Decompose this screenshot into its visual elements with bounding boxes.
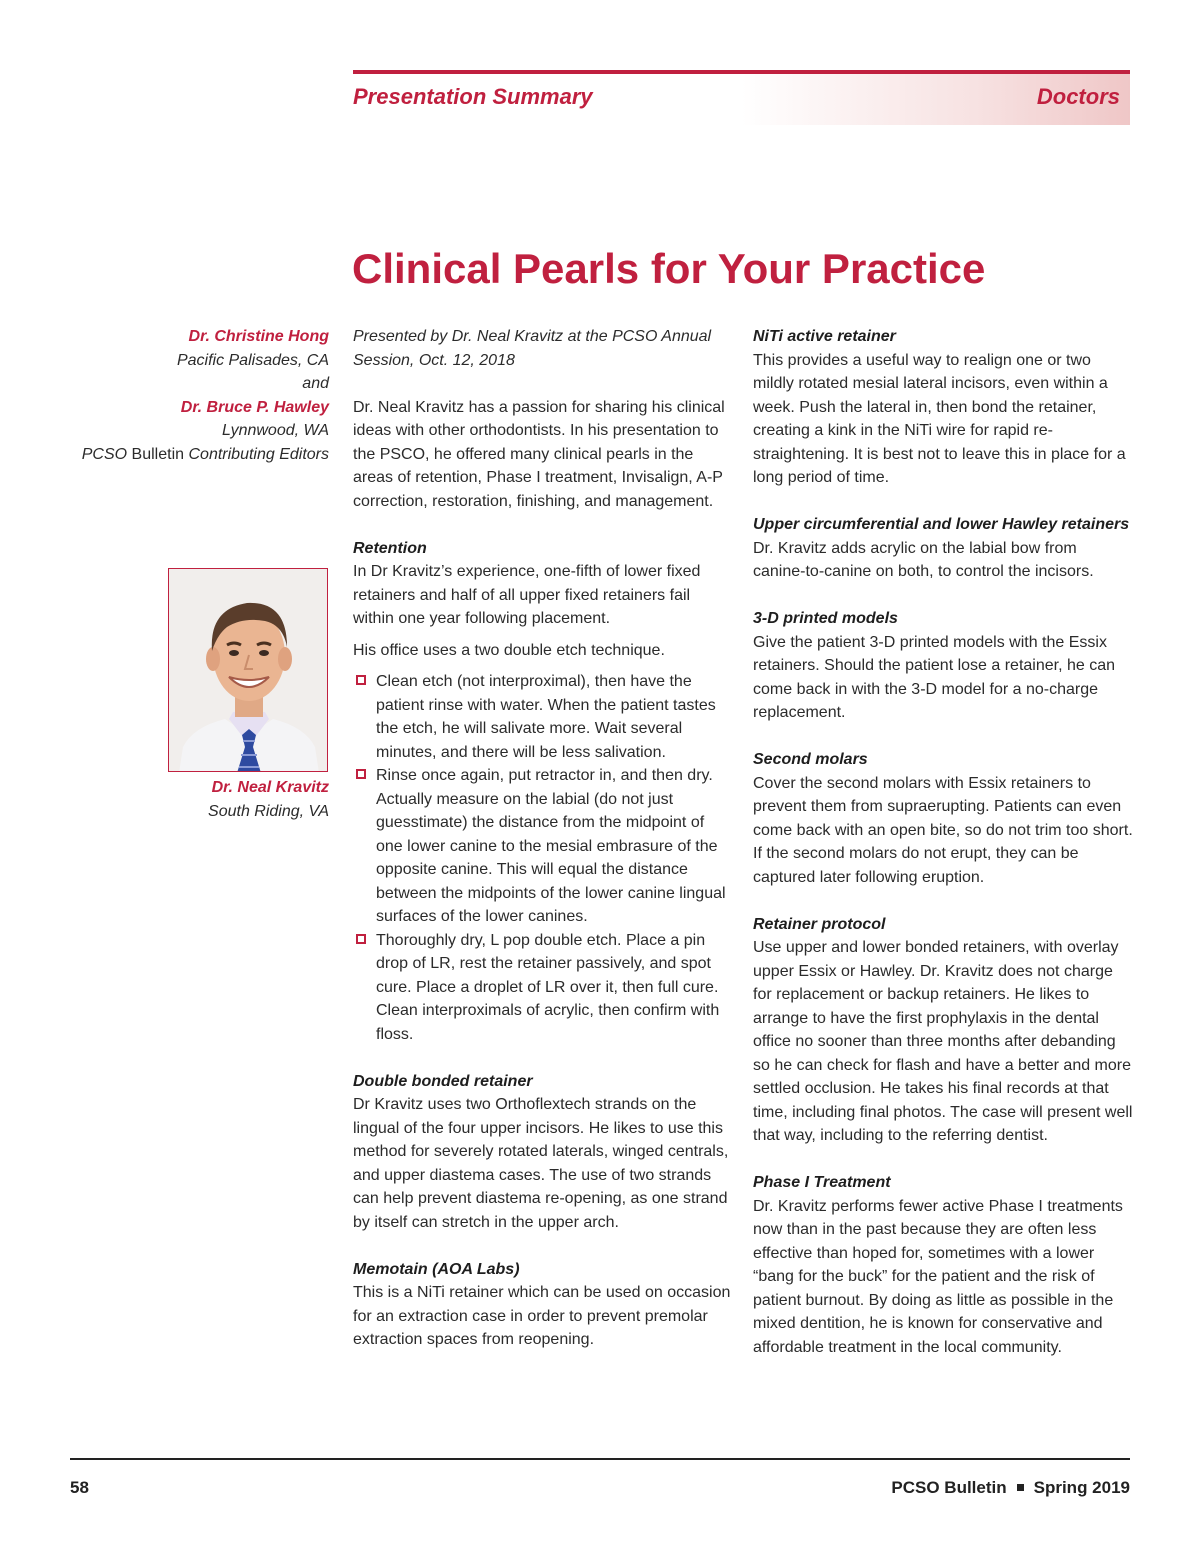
presented-by: Presented by Dr. Neal Kravitz at the PCSO Annual Session, Oct. 12, 2018 <box>353 328 712 369</box>
publication-name: PCSO Bulletin <box>891 1478 1007 1497</box>
presenter-name: Dr. Neal Kravitz <box>211 779 329 796</box>
memotain-paragraph: This is a NiTi retainer which can be used on occasion for an extraction case in order to prevent premolar extraction spaces from reopening. <box>353 1284 731 1348</box>
retention-heading: Retention <box>353 539 427 557</box>
photo-caption <box>40 776 329 823</box>
retention-paragraph: In Dr Kravitz’s experience, one-fifth of lower fixed retainers and half of all upper fixed retainers fail within one year following placement. <box>353 563 701 627</box>
category-label: Doctors <box>1036 84 1120 109</box>
second-molars-paragraph: Cover the second molars with Essix retainers to prevent them from supraerupting. Patients can even come back with an open bite, so do not trim too short. If the second molars do not erupt, they can be captured later following eruption. <box>753 774 1133 886</box>
author-joiner: and <box>302 375 329 392</box>
technique-list <box>353 670 731 1046</box>
printed-models-heading: 3-D printed models <box>753 610 898 627</box>
double-bonded-heading: Double bonded retainer <box>353 1072 533 1090</box>
contributing-editors: PCSO Bulletin Contributing Editors <box>81 445 329 463</box>
double-bonded-paragraph: Dr Kravitz uses two Orthoflextech strands on the lingual of the four upper incisors. He likes to use this method for severely rotated laterals, winged centrals, and upper diastema cases. The use of two strands can help prevent diastema re-opening, as one strand by itself can stretch in the upper arch. <box>353 1096 729 1231</box>
author-location: Pacific Palisades, CA <box>176 351 329 369</box>
issue-date: Spring 2019 <box>1033 1478 1130 1497</box>
niti-paragraph: This provides a useful way to realign one or two mildly rotated mesial lateral incisors, even within a week. Push the lateral in, then bond the retainer, creating a kink in the NiTi wire for rapid re-straightening. It is best not to leave this in place for a long period of time. <box>753 351 1126 486</box>
footer-publication <box>891 1478 1130 1498</box>
article-column-2 <box>753 325 1133 1359</box>
author-block <box>40 325 329 466</box>
presenter-portrait-image <box>169 569 328 772</box>
section-label: Presentation Summary <box>353 84 593 109</box>
checkbox-bullet-icon <box>356 769 366 779</box>
retention-paragraph: His office uses a two double etch technique. <box>353 641 665 659</box>
upper-circumferential-heading: Upper circumferential and lower Hawley retainers <box>753 516 1130 533</box>
list-item: Thoroughly dry, L pop double etch. Place a pin drop of LR, rest the retainer passively, and spot cure. Place a droplet of LR over it, then full cure. Clean interproximals of acrylic, then confirm with floss. <box>353 929 731 1047</box>
checkbox-bullet-icon <box>356 675 366 685</box>
author-location: Lynnwood, WA <box>221 422 329 439</box>
phase-one-paragraph: Dr. Kravitz performs fewer active Phase I treatments now than in the past because they are often less effective than hoped for, sometimes with a lower “bang for the buck” for the patient and the risk of patient burnout. By doing as little as possible in the mixed dentition, he is known for conservative and affordable treatment in the local community. <box>753 1197 1123 1356</box>
section-header <box>353 70 1130 125</box>
upper-circumferential-paragraph: Dr. Kravitz adds acrylic on the labial bow from canine-to-canine on both, to control the incisors. <box>753 539 1094 580</box>
author-name: Dr. Bruce P. Hawley <box>180 398 329 416</box>
second-molars-heading: Second molars <box>753 751 868 768</box>
retainer-protocol-paragraph: Use upper and lower bonded retainers, with overlay upper Essix or Hawley. Dr. Kravitz does not charge for replacement or backup retainers. He likes to arrange to have the first prophylaxis in the dental office no sooner than three months after debanding so he can check for flash and have a better and more settled occlusion. He takes his final records at that time, including final photos. The case will present well that way, including to the referring dentist. <box>753 939 1133 1144</box>
niti-heading: NiTi active retainer <box>753 328 896 345</box>
page-number: 58 <box>70 1478 89 1497</box>
printed-models-paragraph: Give the patient 3-D printed models with the Essix retainers. Should the patient lose a retainer, he can come back in with the 3-D model for a no-charge replacement. <box>753 633 1116 721</box>
list-item: Clean etch (not interproximal), then have the patient rinse with water. When the patient tastes the etch, he will salivate more. Wait several minutes, and there will be less salivation. <box>353 670 731 764</box>
footer-divider <box>70 1458 1130 1460</box>
presenter-location: South Riding, VA <box>208 802 329 820</box>
article-title: Clinical Pearls for Your Practice <box>352 245 986 292</box>
memotain-heading: Memotain (AOA Labs) <box>353 1260 520 1278</box>
phase-one-heading: Phase I Treatment <box>753 1174 891 1191</box>
list-item: Rinse once again, put retractor in, and then dry. Actually measure on the labial (do not just guesstimate) the distance from the midpoint of one lower canine to the mesial embrasure of the opposite canine. This will equal the distance between the midpoints of the lower canine lingual surfaces of the lower canines. <box>353 764 731 929</box>
author-name: Dr. Christine Hong <box>188 328 329 345</box>
checkbox-bullet-icon <box>356 934 366 944</box>
square-separator-icon <box>1017 1484 1024 1491</box>
retainer-protocol-heading: Retainer protocol <box>753 915 886 933</box>
intro-paragraph: Dr. Neal Kravitz has a passion for sharing his clinical ideas with other orthodontists. In his presentation to the PSCO, he offered many clinical pearls in the areas of retention, Phase I treatment, Invisalign, A-P correction, restoration, finishing, and management. <box>353 398 725 510</box>
presenter-photo <box>168 568 328 772</box>
article-column-1 <box>353 325 731 1352</box>
